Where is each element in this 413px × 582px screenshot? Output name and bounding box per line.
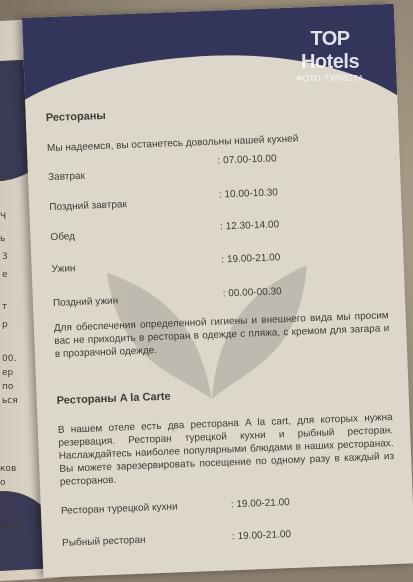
meal-label: Обед [50, 231, 76, 244]
left-fragment: е [2, 270, 8, 280]
left-fragment: р [2, 320, 8, 330]
dress-code-notice: Для обеспечения определенной гигиены и внешнего вида мы просим вас не приходить в ресторан в одежде с пляжа, с кремом для загара и в прозрачной одежде. [53, 310, 390, 360]
meal-label: Поздний ужин [52, 295, 119, 310]
left-fragment: о [0, 478, 6, 488]
meal-label: Ужин [51, 263, 76, 276]
meal-label: Завтрак [47, 170, 86, 184]
left-fragment: 00. [2, 354, 17, 364]
brochure-page [22, 4, 413, 578]
left-fragment: 3 [2, 252, 8, 262]
left-fragment: сего [0, 520, 21, 530]
left-fragment: ь [0, 234, 6, 244]
left-fragment: ься [2, 396, 18, 406]
left-fragment: ер [2, 368, 14, 378]
left-fragment: ков [0, 464, 17, 474]
a-la-carte-label: Ресторан турецкой кухни [60, 501, 178, 517]
section-title: Рестораны [45, 109, 107, 125]
left-fragment: учет [0, 492, 22, 502]
section-intro: Мы надеемся, вы останетесь довольны нашей кухней [46, 133, 299, 155]
meal-time: : 19.00-21.00 [221, 252, 281, 266]
a-la-carte-title: Рестораны A la Carte [56, 390, 171, 407]
meal-time: : 10.00-10.30 [218, 187, 279, 201]
a-la-carte-time: : 19.00-21.00 [231, 529, 292, 543]
logo-text: TOP Hotels [300, 28, 360, 73]
meal-time: : 12.30-14.00 [219, 219, 280, 233]
left-fragment: Ч [0, 212, 7, 222]
left-fragment: а с [0, 506, 14, 516]
meal-time: : 07.00-10.00 [217, 153, 277, 167]
left-fragment: а [0, 174, 6, 184]
meal-time: : 00.00-00.30 [222, 286, 282, 300]
left-fragment: по [2, 382, 14, 392]
logo-subtitle: ФОТО ТУРИСТА [296, 74, 364, 83]
a-la-carte-time: : 19.00-21.00 [230, 497, 290, 511]
tophotels-watermark [280, 28, 380, 88]
a-la-carte-label: Рыбный ресторан [61, 534, 146, 549]
a-la-carte-text: В нашем отеле есть два ресторана A la cart, для которых нужна резервация. Ресторан турецкой кухни и рыбный ресторан. Наслаждайтесь наиболее популярными блюдами в наших ресторанах. Вы можете зарезервировать посещение по одному разу в каждый из ресторанов. [57, 412, 395, 488]
meal-label: Поздний завтрак [49, 199, 128, 214]
left-fragment: т [2, 302, 8, 312]
